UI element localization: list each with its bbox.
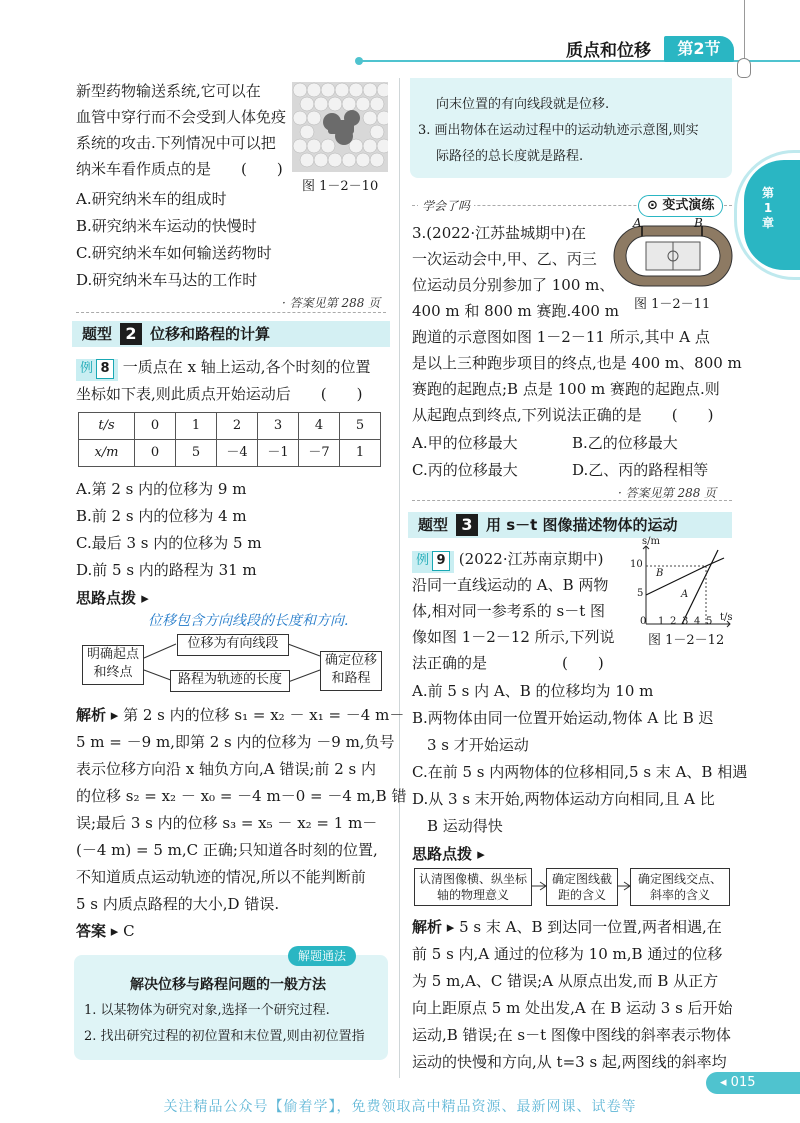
example-badge: 例 9 — [412, 551, 454, 573]
analysis-line: 5 s 内质点路程的大小,D 错误. — [76, 895, 280, 913]
section-label: 题型 — [418, 516, 449, 534]
section-label: 题型 — [82, 325, 113, 343]
section-title: 质点和位移 — [566, 41, 651, 61]
graph-line-label-a: A — [681, 589, 689, 600]
example-9-line-1 — [412, 546, 603, 573]
chapter-side-label: 第1章 — [761, 186, 774, 230]
question-line: 像如图 1－2－12 所示,下列说 — [412, 628, 615, 646]
option: D.研究纳米车马达的工作时 — [76, 271, 258, 289]
analysis-line: (－4 m) = 5 m,C 正确;只知道各时刻的位置, — [76, 841, 378, 859]
graph-ytick: 5 — [637, 588, 644, 599]
question-line: 纳米车看作质点的是 ( ) — [76, 160, 283, 178]
option: D.从 3 s 末开始,两物体运动方向相同,且 A 比 — [412, 790, 715, 808]
analysis-line-1: 解析 ▸ 第 2 s 内的位移 s₁ = x₂ － x₁ = －4 m－ — [76, 706, 405, 724]
variant-label: ⊙ 变式演练 — [638, 195, 723, 217]
footer-promo: 关注精品公众号【偷着学】，免费领取高中精品资源、最新网课、试卷等 — [163, 1099, 637, 1115]
line-b — [646, 566, 706, 595]
example-text: 一质点在 x 轴上运动,各个时刻的位置 — [122, 358, 371, 376]
question-line: 跑道的示意图如图 1－2－11 所示,其中 A 点 — [412, 328, 710, 346]
page-number: ◂ 015 — [706, 1072, 800, 1094]
analysis-line: 前 5 s 内,A 通过的位移为 10 m,B 通过的位移 — [412, 945, 723, 963]
section-number: 2 — [120, 323, 142, 345]
graph-xtick: 3 — [682, 616, 689, 627]
analysis-line: 5 m = －9 m,即第 2 s 内的位移为 －9 m,负号 — [76, 733, 395, 751]
option: A.第 2 s 内的位移为 9 m — [76, 480, 247, 498]
option: C.最后 3 s 内的位移为 5 m — [76, 534, 262, 552]
analysis-line: 运动,B 错误;在 s－t 图像中图线的斜率表示物体 — [412, 1026, 731, 1044]
bulb-string — [744, 0, 745, 60]
example-8-line-2: 坐标如下表,则此质点开始运动后 ( ) — [76, 385, 363, 403]
option: D.前 5 s 内的路程为 31 m — [76, 561, 257, 579]
answer-reference: · 答案见第 288 页 — [282, 296, 381, 310]
lightbulb-icon — [737, 58, 751, 78]
option: B 运动得快 — [412, 817, 503, 835]
question-line: 400 m 和 800 m 赛跑.400 m — [412, 302, 619, 320]
option: 3 s 才开始运动 — [412, 736, 529, 754]
method-item: 2. 找出研究过程的初位置和末位置,则由初位置指 — [84, 1029, 365, 1044]
position-table — [78, 412, 381, 467]
table-row: x/m 0 5 －4 －1 －7 1 — [79, 440, 381, 467]
track-point-b: B — [694, 216, 703, 230]
option: B.两物体由同一位置开始运动,物体 A 比 B 迟 — [412, 709, 714, 727]
question-line: 3.(2022·江苏盐城期中)在 — [412, 224, 586, 242]
flow-box-distance: 路程为轨迹的长度 — [170, 670, 290, 692]
graph-ytick: 10 — [630, 559, 643, 570]
answer-reference: · 答案见第 288 页 — [618, 486, 717, 500]
option: A.甲的位移最大 — [412, 434, 518, 452]
method-item: 3. 画出物体在运动过程中的运动轨迹示意图,则实 — [418, 123, 699, 138]
flow-box-axes: 认清图像横、纵坐标轴的物理意义 — [414, 868, 532, 906]
question-line: 体,相对同一参考系的 s－t 图 — [412, 602, 606, 620]
method-title: 解决位移与路程问题的一般方法 — [130, 977, 326, 993]
figure-caption: 图 1－2－10 — [302, 179, 379, 194]
section-number: 3 — [456, 514, 478, 536]
option: A.研究纳米车的组成时 — [76, 190, 227, 208]
option: D.乙、丙的路程相等 — [572, 461, 709, 479]
graph-ylabel: s/m — [642, 536, 660, 547]
flow-box-start: 明确起点和终点 — [82, 645, 144, 685]
question-line: 是以上三种跑步项目的终点,也是 400 m、800 m — [412, 354, 742, 372]
flow-box-intercept: 确定图线截距的含义 — [546, 868, 618, 906]
figure-caption: 图 1－2－12 — [648, 633, 725, 648]
option: C.在前 5 s 内两物体的位移相同,5 s 末 A、B 相遇 — [412, 763, 748, 781]
method-item: 际路径的总长度就是路程. — [436, 149, 584, 164]
question-line: 系统的攻击.下列情况中可以把 — [76, 134, 276, 152]
analysis-line: 表示位移方向沿 x 轴负方向,A 错误;前 2 s 内 — [76, 760, 376, 778]
question-line: 一次运动会中,甲、乙、丙三 — [412, 250, 597, 268]
track-figure — [612, 222, 734, 288]
question-line: 沿同一直线运动的 A、B 两物 — [412, 576, 609, 594]
section-heading-2 — [72, 321, 390, 347]
graph-xtick: 1 — [658, 616, 665, 627]
chapter-side-tab — [744, 160, 800, 270]
graph-line-label-b: B — [656, 568, 664, 579]
option: A.前 5 s 内 A、B 的位移均为 10 m — [412, 682, 654, 700]
think-label: 思路点拨 ▸ — [76, 589, 149, 607]
flow-box-displacement: 位移为有向线段 — [177, 634, 289, 656]
analysis-line: 为 5 m,A、C 错误;A 从原点出发,而 B 从正方 — [412, 972, 719, 990]
method-item: 向末位置的有向线段就是位移. — [436, 97, 610, 112]
line-a — [682, 550, 718, 624]
variant-icon: ⊙ — [647, 198, 663, 213]
answer-line: 答案 ▸ C — [76, 922, 135, 940]
analysis-line: 的位移 s₂ = x₂ － x₀ = －4 m－0 = －4 m,B 错 — [76, 787, 407, 805]
method-item: 1. 以某物体为研究对象,选择一个研究过程. — [84, 1003, 330, 1018]
question-line: 从起跑点到终点,下列说法正确的是 ( ) — [412, 406, 714, 424]
graph-xtick: 2 — [670, 616, 677, 627]
example-8-line-1 — [76, 354, 371, 381]
analysis-line: 误;最后 3 s 内的位移 s₃ = x₅ － x₂ = 1 m－ — [76, 814, 378, 832]
option: C.研究纳米车如何输送药物时 — [76, 244, 272, 262]
question-line: 位运动员分别参加了 100 m、 — [412, 276, 615, 294]
graph-xlabel: t/s — [720, 612, 733, 623]
question-line: 新型药物输送系统,它可以在 — [76, 82, 261, 100]
analysis-line: 运动的快慢和方向,从 t=3 s 起,两图线的斜率均 — [412, 1053, 727, 1071]
column-divider — [399, 78, 400, 1078]
section-title-text: 位移和路程的计算 — [150, 325, 271, 343]
section-tag: 第2节 — [664, 36, 734, 62]
dashed-divider — [412, 500, 732, 501]
section-title-text: 用 s－t 图像描述物体的运动 — [486, 516, 678, 534]
handwritten-note: 位移包含方向线段的长度和方向. — [148, 613, 349, 629]
think-label: 思路点拨 ▸ — [412, 845, 485, 863]
flow-box-slope: 确定图线交点、斜率的含义 — [630, 868, 730, 906]
flow-box-result: 确定位移和路程 — [320, 651, 382, 691]
graph-xtick: 5 — [706, 616, 713, 627]
question-line: 赛跑的起跑点;B 点是 100 m 赛跑的起跑点.则 — [412, 380, 720, 398]
learn-label: 学会了吗 — [418, 193, 474, 219]
option: B.乙的位移最大 — [572, 434, 678, 452]
track-point-a: A — [633, 216, 642, 230]
analysis-line-1: 解析 ▸ 5 s 末 A、B 到达同一位置,两者相遇,在 — [412, 918, 722, 936]
nanocar-figure — [292, 82, 388, 172]
option: B.研究纳米车运动的快慢时 — [76, 217, 257, 235]
option: B.前 2 s 内的位移为 4 m — [76, 507, 247, 525]
dashed-divider — [76, 312, 386, 313]
question-line: 法正确的是 ( ) — [412, 654, 604, 672]
table-row: t/s 0 1 2 3 4 5 — [79, 413, 381, 440]
graph-xtick: 4 — [694, 616, 701, 627]
section-heading-3 — [408, 512, 732, 538]
graph-xtick: 0 — [640, 616, 647, 627]
question-line: 血管中穿行而不会受到人体免疫 — [76, 108, 287, 126]
figure-caption: 图 1－2－11 — [634, 297, 711, 312]
method-tag: 解题通法 — [288, 946, 356, 966]
example-badge: 例 8 — [76, 359, 118, 381]
analysis-line: 向上距原点 5 m 处出发,A 在 B 运动 3 s 后开始 — [412, 999, 733, 1017]
option: C.丙的位移最大 — [412, 461, 518, 479]
analysis-line: 不知道质点运动轨迹的情况,所以不能判断前 — [76, 868, 366, 886]
example-text: (2022·江苏南京期中) — [458, 550, 604, 568]
